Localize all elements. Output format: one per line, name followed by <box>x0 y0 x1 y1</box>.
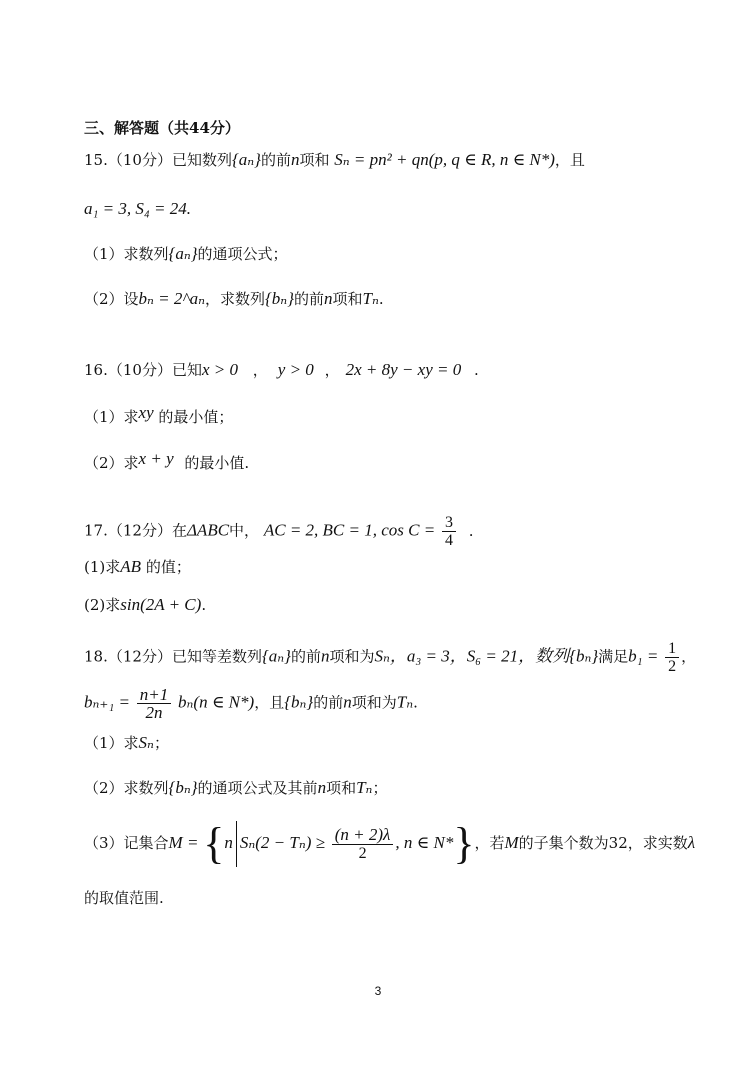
q18-part2-text: 的通项公式及其前 <box>197 779 318 797</box>
q16-head: 16.（10分）已知 <box>84 361 202 379</box>
q18-part3-cond2: , n ∈ N* <box>395 833 454 852</box>
q18-rec-den: 2n <box>145 703 163 722</box>
q15-part2-def: bₙ = 2^aₙ <box>138 289 205 308</box>
q18-t6: 项和为 <box>351 693 397 712</box>
q16-part2-prefix: （2）求 <box>84 454 139 472</box>
q18-part3-text: ，若 <box>474 834 505 852</box>
q18-rec-left: bₙ₊₁ = <box>84 692 130 712</box>
q16-cond1: x > 0 <box>201 360 238 379</box>
q15-line1 <box>84 150 585 170</box>
q16-sep1: ， <box>252 361 268 379</box>
q16-part1 <box>84 403 233 427</box>
q18-part3-text2: 的子集个数为32，求实数 <box>518 834 688 852</box>
q15-seq-a: {aₙ} <box>231 150 261 169</box>
q16-sep2: ， <box>324 361 340 379</box>
q15-part2-mid: ，求数列 <box>204 290 265 308</box>
q18-part1-expr: Sₙ <box>138 733 154 752</box>
q18-part1-suffix: ； <box>153 734 169 752</box>
q18-head: 18.（12分）已知等差数列 <box>84 647 262 666</box>
q15-given <box>84 199 191 219</box>
q17-part2 <box>84 595 206 615</box>
q17-frac-den: 4 <box>445 532 453 549</box>
q15-formula: Sₙ = pn² + qn(p, q ∈ R, n ∈ N*) <box>334 150 555 169</box>
q18-part3-cond: Sₙ(2 − Tₙ) ≥ <box>239 833 325 852</box>
q18-part3 <box>84 818 695 868</box>
q18-b1: b₁ = <box>628 646 659 666</box>
q15-part2-n: n <box>324 289 333 308</box>
q15-given-text: a₁ = 3, S₄ = 24. <box>84 199 192 218</box>
q16-end: . <box>474 361 479 379</box>
section-title: 三、解答题（共44分） <box>84 119 240 137</box>
q15-text2: 项和 <box>299 151 330 169</box>
q18-b1-end: ， <box>681 647 697 666</box>
q17-part1-prefix: (1)求 <box>84 558 121 576</box>
q18-t5: 的前 <box>313 693 344 712</box>
q17-triangle: ΔABC <box>186 520 230 540</box>
q18-seq-b2: {bₙ} <box>284 692 314 712</box>
q15-part2-seq: {bₙ} <box>265 289 294 308</box>
q16-part1-prefix: （1）求 <box>84 408 139 426</box>
q18-part2-suffix: 项和 <box>326 779 357 797</box>
q15-part1-seq: {aₙ} <box>168 244 198 263</box>
q18-part2-prefix: （2）求数列 <box>84 779 169 797</box>
q18-T: Tₙ <box>396 692 414 712</box>
q18-part2-n: n <box>317 778 327 797</box>
q18-t3: 满足 <box>598 647 629 666</box>
q15-part1-prefix: （1）求数列 <box>84 245 169 263</box>
q16-line1 <box>84 360 479 380</box>
q15-tail: ，且 <box>554 151 585 169</box>
q18-part2-end: ； <box>372 779 388 797</box>
q18-part3-n: n <box>224 833 233 852</box>
q17-frac-num: 3 <box>442 514 456 532</box>
q18-t1: 的前 <box>290 647 321 666</box>
q18-t7: . <box>413 693 418 712</box>
q18-part3-den: 2 <box>358 844 367 862</box>
q18-b1-den: 2 <box>668 658 677 675</box>
q18-n2: n <box>343 692 352 712</box>
q18-part3-fraction <box>332 826 394 863</box>
q16-part2-expr: x + y <box>138 449 174 468</box>
q15-part2-end: . <box>378 290 384 308</box>
q17-fraction <box>442 514 456 549</box>
q16-part1-expr: xy <box>138 403 154 422</box>
q15-part2-T: Tₙ <box>362 289 379 308</box>
q16-cond3: 2x + 8y − xy = 0 <box>345 360 462 379</box>
q17-part1 <box>84 557 191 577</box>
q15-part1 <box>84 244 288 264</box>
q17-line1 <box>84 514 474 549</box>
q15-head: 15.（10分）已知数列 <box>84 151 232 169</box>
q17-part2-end: . <box>201 596 207 614</box>
q18-line2 <box>84 686 418 721</box>
q18-b1-fraction <box>665 640 679 675</box>
q18-part3-lambda: λ <box>687 833 696 852</box>
q18-S: Sₙ <box>374 646 390 666</box>
q18-rec-num: n+1 <box>137 686 171 704</box>
q18-t2: 项和为 <box>329 647 375 666</box>
q18-part3-M: M = <box>168 833 199 852</box>
q17-part1-suffix: 的值； <box>145 558 191 576</box>
q16-part2 <box>84 449 249 473</box>
q18-part1-prefix: （1）求 <box>84 734 139 752</box>
q18-part3-bar <box>236 821 237 867</box>
q15-part2-suffix: 项和 <box>332 290 363 308</box>
q16-part1-suffix: 的最小值； <box>158 408 234 426</box>
q15-n: n <box>290 150 300 169</box>
q18-part3-M2: M <box>504 833 519 852</box>
q18-b1-num: 1 <box>665 640 679 658</box>
q15-text1: 的前 <box>260 151 291 169</box>
q17-mid: 中， <box>229 521 260 540</box>
q17-given: AC = 2, BC = 1, cos C = <box>263 520 436 540</box>
q18-rec-fraction <box>137 686 171 721</box>
q18-seq-a: {aₙ} <box>261 646 291 666</box>
q18-n: n <box>320 646 330 666</box>
q16-cond2: y > 0 <box>277 360 314 379</box>
q17-head: 17.（12分）在 <box>84 521 187 540</box>
q18-part2 <box>84 778 387 798</box>
q18-rec-right: bₙ(n ∈ N*) <box>178 692 255 712</box>
q18-part2-T: Tₙ <box>356 778 373 797</box>
q18-line1 <box>84 640 696 675</box>
page-number: 3 <box>374 984 382 998</box>
q15-part1-suffix: 的通项公式； <box>197 245 288 263</box>
q18-part3-right-brace: } <box>453 819 475 868</box>
q18-part3-num: (n + 2)λ <box>332 826 394 845</box>
q18-seq-b: {bₙ} <box>569 646 599 666</box>
q15-part2-text: 的前 <box>294 290 325 308</box>
q18-part3-line2: 的取值范围. <box>84 889 164 907</box>
q17-part2-expr: sin(2A + C) <box>120 595 202 614</box>
q15-part2-prefix: （2）设 <box>84 290 139 308</box>
q17-part2-prefix: (2)求 <box>84 596 121 614</box>
q18-part1 <box>84 733 169 753</box>
q18-c1: ，a₃ = 3，S₆ = 21，数列 <box>389 646 570 666</box>
q18-part3-prefix: （3）记集合 <box>84 834 169 852</box>
q18-part2-seq: {bₙ} <box>168 778 198 797</box>
q16-part2-suffix: 的最小值. <box>184 454 250 472</box>
q18-part3-left-brace: { <box>203 819 225 868</box>
q18-t4: ，且 <box>254 693 285 712</box>
q15-part2 <box>84 289 384 309</box>
q17-part1-expr: AB <box>120 557 142 576</box>
q17-end: . <box>468 521 474 540</box>
